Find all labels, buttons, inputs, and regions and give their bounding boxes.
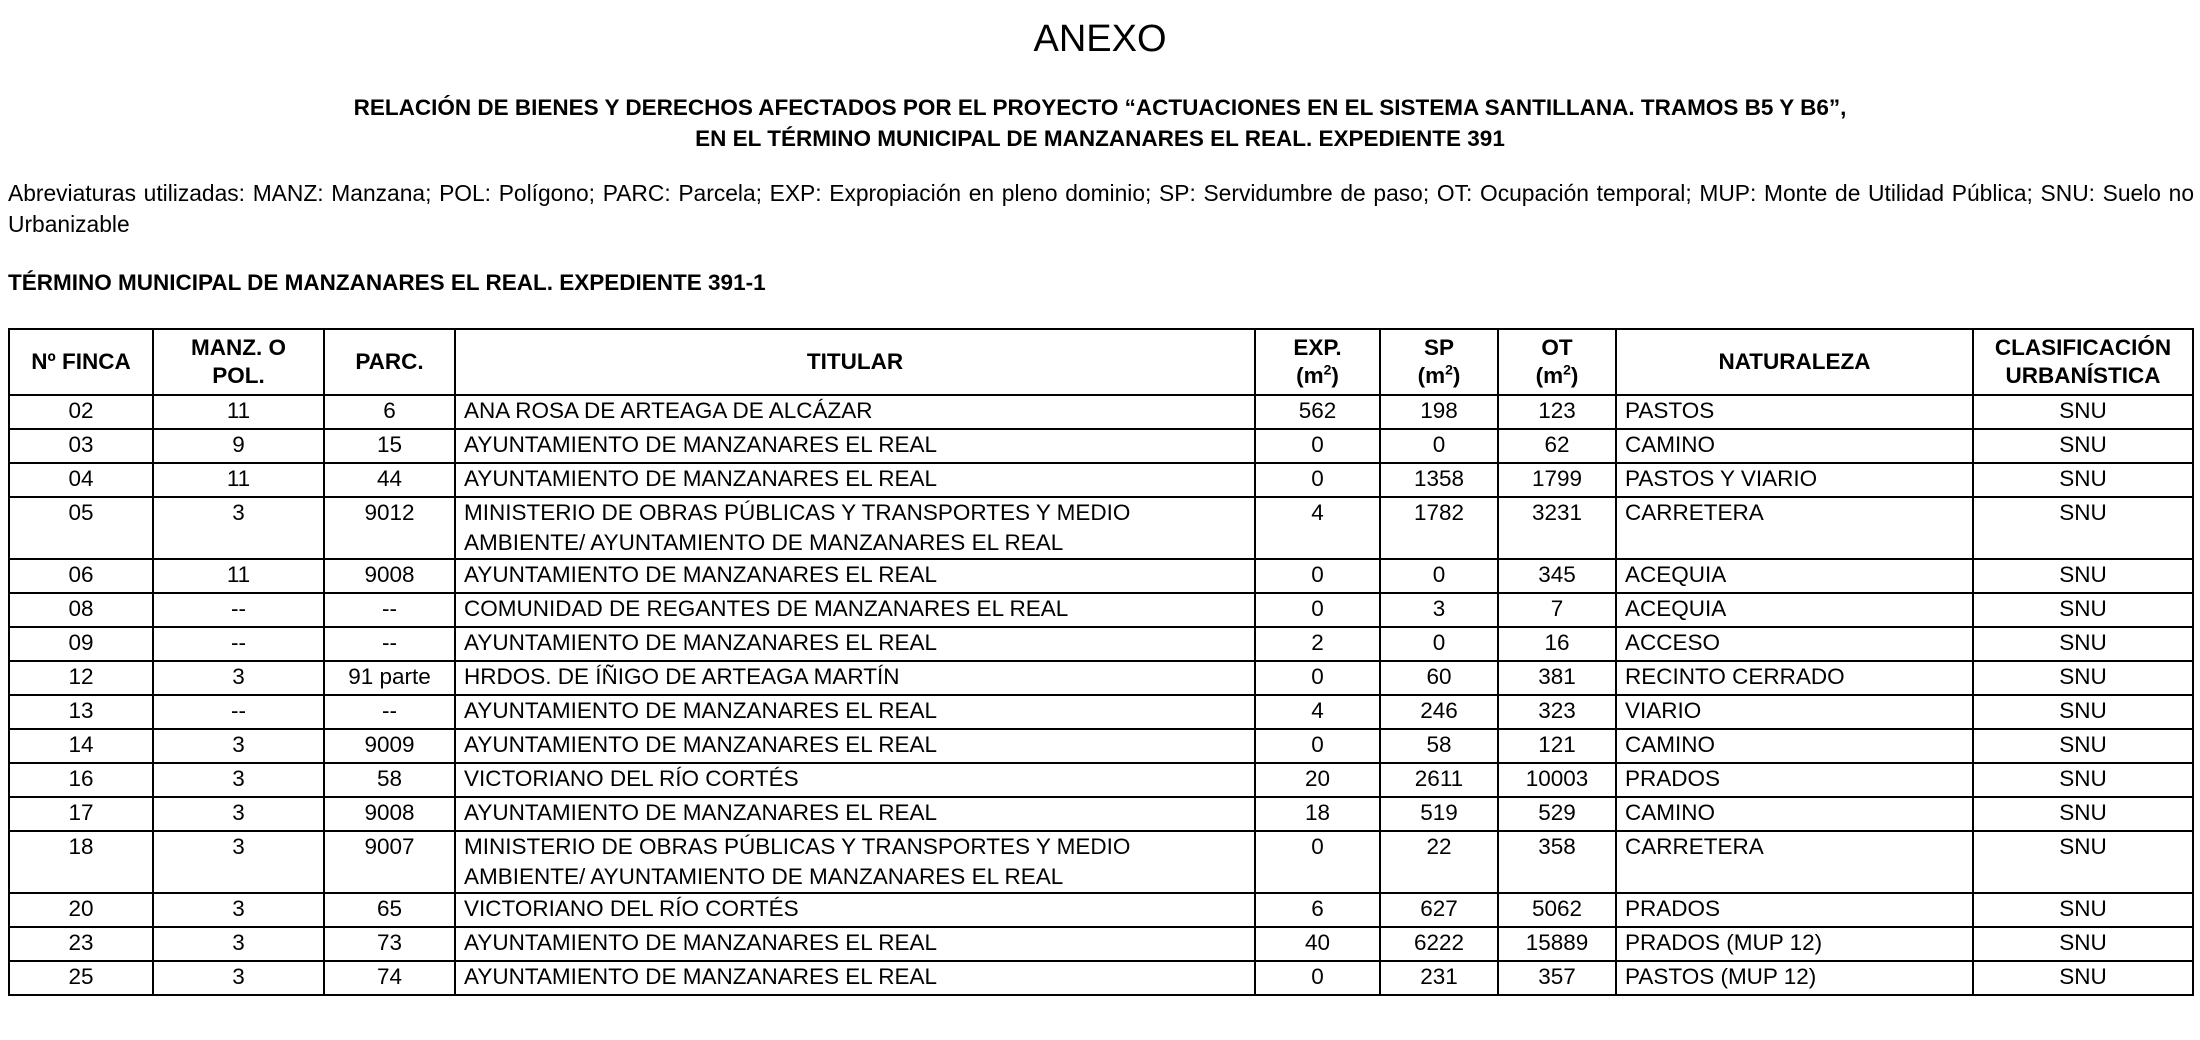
cell-exp: 0	[1255, 429, 1380, 463]
table-row	[9, 395, 2193, 429]
cell-exp: 20	[1255, 763, 1380, 797]
cell-manz: 3	[153, 831, 324, 893]
cell-titular: VICTORIANO DEL RÍO CORTÉS	[455, 763, 1255, 797]
cell-naturaleza: CAMINO	[1616, 729, 1973, 763]
header-manz-line-1: MANZ. O	[191, 335, 286, 360]
cell-sp: 22	[1380, 831, 1498, 893]
cell-clasificacion: SNU	[1973, 429, 2193, 463]
table-row	[9, 497, 2193, 559]
table-row	[9, 763, 2193, 797]
cell-naturaleza: CAMINO	[1616, 797, 1973, 831]
cell-naturaleza: CAMINO	[1616, 429, 1973, 463]
table-row	[9, 559, 2193, 593]
cell-naturaleza: PASTOS (MUP 12)	[1616, 961, 1973, 995]
cell-manz: 11	[153, 463, 324, 497]
cell-clasificacion: SNU	[1973, 463, 2193, 497]
cell-sp: 1782	[1380, 497, 1498, 559]
cell-titular: MINISTERIO DE OBRAS PÚBLICAS Y TRANSPORTES Y MEDIO AMBIENTE/ AYUNTAMIENTO DE MANZANARES EL REAL	[455, 831, 1255, 893]
cell-exp: 0	[1255, 729, 1380, 763]
cell-parc: 91 parte	[324, 661, 455, 695]
cell-naturaleza: PASTOS Y VIARIO	[1616, 463, 1973, 497]
cell-sp: 246	[1380, 695, 1498, 729]
cell-ot: 3231	[1498, 497, 1616, 559]
unit-exponent: 2	[1445, 361, 1453, 378]
cell-exp: 0	[1255, 831, 1380, 893]
unit-prefix: (m	[1535, 363, 1564, 388]
cell-naturaleza: CARRETERA	[1616, 831, 1973, 893]
cell-clasificacion: SNU	[1973, 763, 2193, 797]
header-clasif-line-2: URBANÍSTICA	[2005, 363, 2161, 388]
cell-titular: AYUNTAMIENTO DE MANZANARES EL REAL	[455, 463, 1255, 497]
cell-exp: 562	[1255, 395, 1380, 429]
cell-parc: 9008	[324, 797, 455, 831]
cell-exp: 0	[1255, 559, 1380, 593]
cell-parc: --	[324, 695, 455, 729]
cell-exp: 4	[1255, 695, 1380, 729]
cell-titular: AYUNTAMIENTO DE MANZANARES EL REAL	[455, 429, 1255, 463]
cell-clasificacion: SNU	[1973, 961, 2193, 995]
cell-exp: 18	[1255, 797, 1380, 831]
cell-sp: 519	[1380, 797, 1498, 831]
cell-finca: 02	[9, 395, 153, 429]
header-finca: Nº FINCA	[9, 329, 153, 395]
cell-manz: 3	[153, 797, 324, 831]
cell-ot: 10003	[1498, 763, 1616, 797]
document-subtitle	[0, 92, 2200, 154]
cell-titular: AYUNTAMIENTO DE MANZANARES EL REAL	[455, 927, 1255, 961]
cell-parc: 9012	[324, 497, 455, 559]
cell-manz: 3	[153, 961, 324, 995]
cell-parc: 15	[324, 429, 455, 463]
cell-parc: 58	[324, 763, 455, 797]
header-titular: TITULAR	[455, 329, 1255, 395]
cell-manz: 3	[153, 661, 324, 695]
cell-clasificacion: SNU	[1973, 729, 2193, 763]
header-manz-pol	[153, 329, 324, 395]
cell-naturaleza: RECINTO CERRADO	[1616, 661, 1973, 695]
header-clasificacion	[1973, 329, 2193, 395]
cell-finca: 25	[9, 961, 153, 995]
cell-titular: AYUNTAMIENTO DE MANZANARES EL REAL	[455, 695, 1255, 729]
cell-finca: 09	[9, 627, 153, 661]
cell-sp: 0	[1380, 559, 1498, 593]
cell-parc: --	[324, 627, 455, 661]
cell-clasificacion: SNU	[1973, 627, 2193, 661]
table-row	[9, 961, 2193, 995]
unit-suffix: )	[1452, 363, 1461, 388]
header-ot-line-1: OT	[1541, 335, 1573, 360]
cell-ot: 15889	[1498, 927, 1616, 961]
cell-manz: 3	[153, 763, 324, 797]
unit-suffix: )	[1570, 363, 1579, 388]
cell-clasificacion: SNU	[1973, 559, 2193, 593]
parcels-table	[8, 328, 2194, 996]
cell-exp: 0	[1255, 593, 1380, 627]
cell-titular: AYUNTAMIENTO DE MANZANARES EL REAL	[455, 627, 1255, 661]
cell-exp: 0	[1255, 463, 1380, 497]
table-row	[9, 729, 2193, 763]
cell-ot: 345	[1498, 559, 1616, 593]
cell-ot: 16	[1498, 627, 1616, 661]
table-row	[9, 627, 2193, 661]
cell-exp: 0	[1255, 661, 1380, 695]
cell-finca: 18	[9, 831, 153, 893]
cell-clasificacion: SNU	[1973, 893, 2193, 927]
abbreviations-paragraph: Abreviaturas utilizadas: MANZ: Manzana; POL: Polígono; PARC: Parcela; EXP: Expropiación en pleno dominio; SP: Servidumbre de paso; OT: Ocupación temporal; MUP: Monte de Utilidad Pública; SNU: Suelo no Urbanizable	[8, 180, 2194, 237]
cell-ot: 5062	[1498, 893, 1616, 927]
cell-manz: 3	[153, 893, 324, 927]
table-row	[9, 429, 2193, 463]
cell-exp: 0	[1255, 961, 1380, 995]
cell-ot: 529	[1498, 797, 1616, 831]
cell-clasificacion: SNU	[1973, 593, 2193, 627]
table-row	[9, 893, 2193, 927]
cell-finca: 03	[9, 429, 153, 463]
table-row	[9, 593, 2193, 627]
table-row	[9, 661, 2193, 695]
cell-ot: 358	[1498, 831, 1616, 893]
cell-parc: 73	[324, 927, 455, 961]
cell-manz: 11	[153, 395, 324, 429]
cell-ot: 121	[1498, 729, 1616, 763]
cell-manz: --	[153, 695, 324, 729]
cell-titular: COMUNIDAD DE REGANTES DE MANZANARES EL REAL	[455, 593, 1255, 627]
cell-sp: 60	[1380, 661, 1498, 695]
header-naturaleza: NATURALEZA	[1616, 329, 1973, 395]
cell-parc: 65	[324, 893, 455, 927]
cell-ot: 7	[1498, 593, 1616, 627]
cell-parc: 6	[324, 395, 455, 429]
cell-finca: 06	[9, 559, 153, 593]
cell-titular: HRDOS. DE ÍÑIGO DE ARTEAGA MARTÍN	[455, 661, 1255, 695]
cell-finca: 23	[9, 927, 153, 961]
cell-parc: 9007	[324, 831, 455, 893]
cell-manz: 9	[153, 429, 324, 463]
cell-finca: 08	[9, 593, 153, 627]
unit-prefix: (m	[1417, 363, 1446, 388]
cell-parc: 9008	[324, 559, 455, 593]
cell-sp: 2611	[1380, 763, 1498, 797]
cell-sp: 0	[1380, 627, 1498, 661]
cell-ot: 1799	[1498, 463, 1616, 497]
cell-finca: 14	[9, 729, 153, 763]
cell-parc: 74	[324, 961, 455, 995]
cell-ot: 62	[1498, 429, 1616, 463]
section-heading: TÉRMINO MUNICIPAL DE MANZANARES EL REAL. EXPEDIENTE 391-1	[8, 270, 766, 295]
cell-finca: 16	[9, 763, 153, 797]
cell-clasificacion: SNU	[1973, 497, 2193, 559]
cell-naturaleza: CARRETERA	[1616, 497, 1973, 559]
cell-parc: 9009	[324, 729, 455, 763]
cell-sp: 6222	[1380, 927, 1498, 961]
table-row	[9, 831, 2193, 893]
page-title: ANEXO	[1033, 18, 1167, 60]
header-parc: PARC.	[324, 329, 455, 395]
cell-naturaleza: PRADOS	[1616, 893, 1973, 927]
unit-prefix: (m	[1296, 363, 1324, 388]
cell-finca: 04	[9, 463, 153, 497]
table-header-row	[9, 329, 2193, 395]
cell-naturaleza: PRADOS (MUP 12)	[1616, 927, 1973, 961]
cell-finca: 12	[9, 661, 153, 695]
unit-exponent: 2	[1323, 361, 1332, 378]
cell-sp: 0	[1380, 429, 1498, 463]
cell-titular: AYUNTAMIENTO DE MANZANARES EL REAL	[455, 797, 1255, 831]
cell-sp: 58	[1380, 729, 1498, 763]
cell-exp: 6	[1255, 893, 1380, 927]
header-ot	[1498, 329, 1616, 395]
cell-naturaleza: ACEQUIA	[1616, 593, 1973, 627]
subtitle-line-2: EN EL TÉRMINO MUNICIPAL DE MANZANARES EL REAL. EXPEDIENTE 391	[695, 126, 1505, 151]
cell-finca: 17	[9, 797, 153, 831]
cell-sp: 3	[1380, 593, 1498, 627]
unit-exponent: 2	[1563, 361, 1571, 378]
cell-manz: --	[153, 627, 324, 661]
cell-finca: 13	[9, 695, 153, 729]
cell-naturaleza: ACCESO	[1616, 627, 1973, 661]
header-manz-line-2: POL.	[212, 363, 265, 388]
table-row	[9, 695, 2193, 729]
cell-exp: 2	[1255, 627, 1380, 661]
cell-clasificacion: SNU	[1973, 661, 2193, 695]
cell-finca: 20	[9, 893, 153, 927]
cell-sp: 231	[1380, 961, 1498, 995]
cell-manz: 3	[153, 497, 324, 559]
cell-ot: 357	[1498, 961, 1616, 995]
header-clasif-line-1: CLASIFICACIÓN	[1994, 335, 2172, 360]
cell-naturaleza: VIARIO	[1616, 695, 1973, 729]
cell-manz: 11	[153, 559, 324, 593]
cell-titular: ANA ROSA DE ARTEAGA DE ALCÁZAR	[455, 395, 1255, 429]
cell-clasificacion: SNU	[1973, 797, 2193, 831]
cell-naturaleza: ACEQUIA	[1616, 559, 1973, 593]
cell-ot: 123	[1498, 395, 1616, 429]
table-row	[9, 797, 2193, 831]
cell-manz: 3	[153, 927, 324, 961]
cell-ot: 381	[1498, 661, 1616, 695]
cell-titular: AYUNTAMIENTO DE MANZANARES EL REAL	[455, 559, 1255, 593]
cell-sp: 627	[1380, 893, 1498, 927]
unit-suffix: )	[1331, 363, 1339, 388]
cell-sp: 1358	[1380, 463, 1498, 497]
cell-finca: 05	[9, 497, 153, 559]
cell-ot: 323	[1498, 695, 1616, 729]
cell-exp: 4	[1255, 497, 1380, 559]
cell-titular: MINISTERIO DE OBRAS PÚBLICAS Y TRANSPORTES Y MEDIO AMBIENTE/ AYUNTAMIENTO DE MANZANARES EL REAL	[455, 497, 1255, 559]
header-sp-line-1: SP	[1423, 335, 1454, 360]
cell-clasificacion: SNU	[1973, 831, 2193, 893]
cell-titular: VICTORIANO DEL RÍO CORTÉS	[455, 893, 1255, 927]
cell-sp: 198	[1380, 395, 1498, 429]
cell-naturaleza: PASTOS	[1616, 395, 1973, 429]
cell-clasificacion: SNU	[1973, 395, 2193, 429]
cell-clasificacion: SNU	[1973, 927, 2193, 961]
cell-titular: AYUNTAMIENTO DE MANZANARES EL REAL	[455, 961, 1255, 995]
subtitle-line-1: RELACIÓN DE BIENES Y DERECHOS AFECTADOS POR EL PROYECTO “ACTUACIONES EN EL SISTEMA SANTILLANA. TRAMOS B5 Y B6”,	[353, 95, 1847, 120]
table-row	[9, 463, 2193, 497]
cell-manz: --	[153, 593, 324, 627]
cell-clasificacion: SNU	[1973, 695, 2193, 729]
cell-parc: 44	[324, 463, 455, 497]
header-exp-line-1: EXP.	[1293, 335, 1342, 360]
cell-naturaleza: PRADOS	[1616, 763, 1973, 797]
header-sp	[1380, 329, 1498, 395]
cell-titular: AYUNTAMIENTO DE MANZANARES EL REAL	[455, 729, 1255, 763]
cell-exp: 40	[1255, 927, 1380, 961]
table-row	[9, 927, 2193, 961]
header-exp	[1255, 329, 1380, 395]
cell-parc: --	[324, 593, 455, 627]
cell-manz: 3	[153, 729, 324, 763]
